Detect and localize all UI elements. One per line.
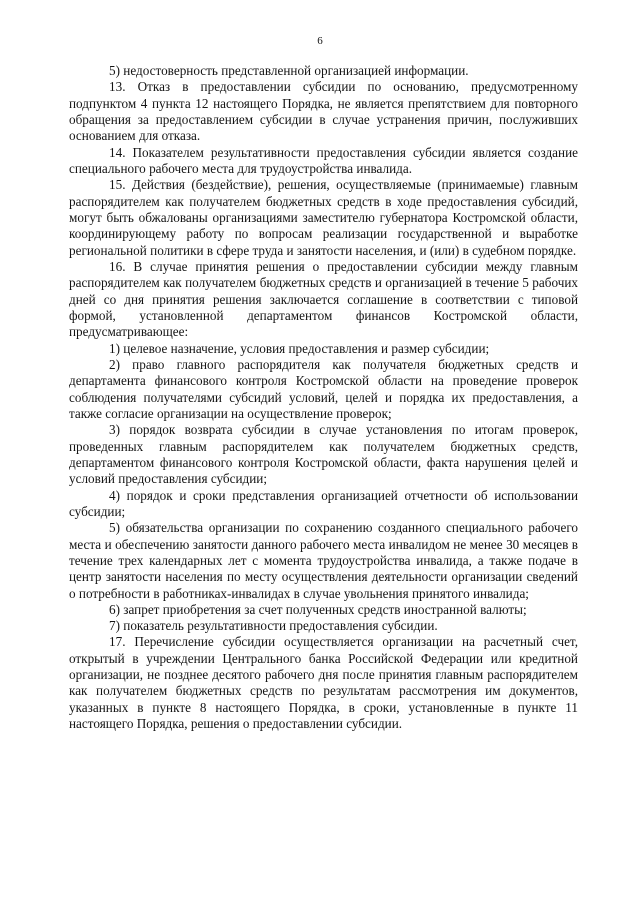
document-body	[69, 63, 578, 732]
agreement-item-2: 2) право главного распорядителя как получателя бюджетных средств и департамента финансового контроля Костромской области на проведение проверок соблюдения получателями субсидий условий, целей и порядка их предоставления, а также согласие организации на осуществление проверок;	[69, 356, 578, 421]
paragraph-17-transfer: 17. Перечисление субсидии осуществляется организации на расчетный счет, открытый в учреждении Центрального банка Российской Федерации или кредитной организации, не позднее десятого рабочего дня после принятия главным распорядителем как получателем бюджетных средств по результатам рассмотрения им документов, указанных в пункте 8 настоящего Порядка, в сроки, установленные в пункте 11 настоящего Порядка, решения о предоставлении субсидии.	[69, 634, 578, 732]
agreement-item-1: 1) целевое назначение, условия предоставления и размер субсидии;	[109, 340, 490, 356]
agreement-item-6: 6) запрет приобретения за счет полученных средств иностранной валюты;	[109, 601, 527, 617]
page-number: 6	[317, 35, 323, 47]
agreement-item-5: 5) обязательства организации по сохранению созданного специального рабочего места и обеспечению занятости данного рабочего места инвалидом не менее 30 месяцев в течение трех календарных лет с момента трудоустройства инвалида, а также подаче в центр занятости населения по месту осуществления деятельности организации сведений о потребности в работниках-инвалидах в случае увольнения принятого инвалида;	[69, 520, 578, 601]
agreement-item-3: 3) порядок возврата субсидии в случае установления по итогам проверок, проведенных главным распорядителем как получателем бюджетных средств, департаментом финансового контроля Костромской области, факта нарушения целей и условий предоставления субсидии;	[69, 422, 578, 487]
paragraph-item-5-unreliable-info: 5) недостоверность представленной организацией информации.	[109, 63, 469, 78]
agreement-item-7: 7) показатель результативности предоставления субсидии.	[109, 618, 438, 634]
paragraph-14-effectiveness-indicator: 14. Показателем результативности предоставления субсидии является создание специального рабочего места для трудоустройства инвалида.	[69, 144, 578, 176]
paragraph-15-appeal: 15. Действия (бездействие), решения, осуществляемые (принимаемые) главным распорядителем как получателем бюджетных средств в ходе предоставления субсидий, могут быть обжалованы организациями заместителю губернатора Костромской области, координирующему работу по вопросам реализации государственной и выработке региональной политики в сфере труда и занятости населения, и (или) в судебном порядке.	[69, 177, 578, 258]
paragraph-16-agreement: 16. В случае принятия решения о предоставлении субсидии между главным распорядителем как получателем бюджетных средств и организацией в течение 5 рабочих дней со дня принятия решения заключается соглашение в соответствии с типовой формой, установленной департаментом финансов Костромской области, предусматривающее:	[69, 258, 578, 340]
paragraph-13-refusal: 13. Отказ в предоставлении субсидии по основанию, предусмотренному подпунктом 4 пункта 12 настоящего Порядка, не является препятствием для повторного обращения за предоставлением субсидии в случае устранения причин, послуживших основанием для отказа.	[69, 79, 578, 144]
agreement-item-4: 4) порядок и сроки представления организацией отчетности об использовании субсидии;	[69, 487, 578, 519]
